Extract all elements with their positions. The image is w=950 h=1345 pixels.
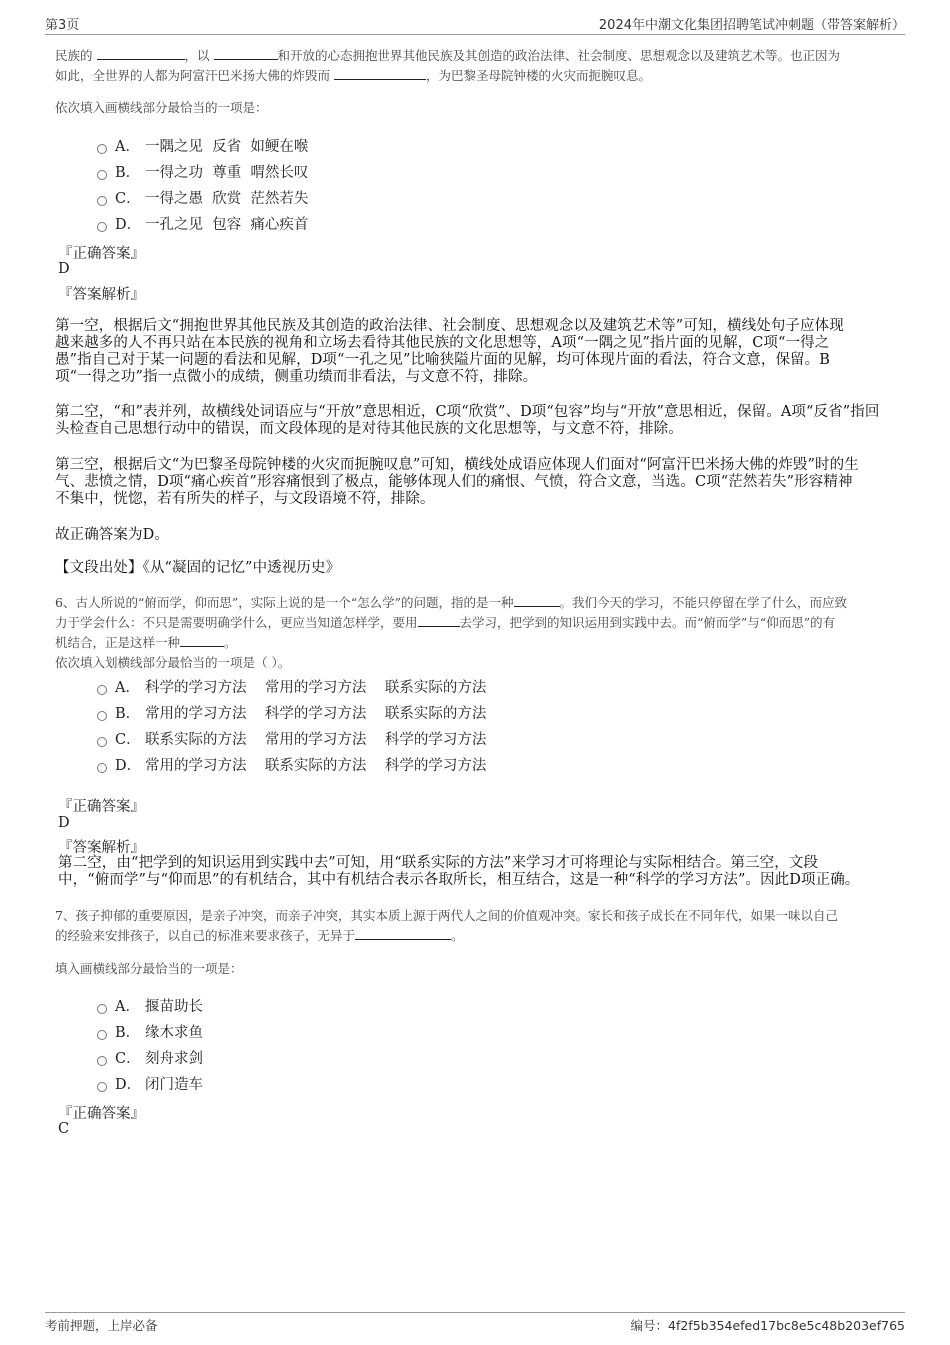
option-letter: A． (115, 998, 140, 1015)
q5-blank-2 (214, 46, 278, 60)
footer-slogan: 考前押题，上岸必备 (45, 1318, 158, 1333)
option-letter: A． (115, 679, 140, 696)
page-number: 第3页 (45, 18, 80, 33)
q5-stem-text: 民族的 (55, 48, 93, 63)
q6-stem (55, 593, 900, 673)
analysis-line: 第二空，“和”表并列，故横线处词语应与“开放”意思相近，C项“欣赏”、D项“包容”均与“开放”意思相近，保留。A项“反省”指回 (55, 404, 880, 420)
analysis-line: 第一空，根据后文“拥抱世界其他民族及其创造的政治法律、社会制度、思想观念以及建筑艺术等”可知，横线处句子应体现 (55, 318, 844, 334)
q7-stem-text: 的经验来安排孩子，以自己的标准来要求孩子，无异于 (55, 928, 356, 943)
q6-prompt: 依次填入划横线部分最恰当的一项是（ ）。 (55, 655, 291, 670)
radio-icon[interactable] (97, 1082, 107, 1092)
q6-answer-label: 『正确答案』 (58, 799, 145, 815)
analysis-line: 第三空，根据后文“为巴黎圣母院钟楼的火灾而扼腕叹息”可知，横线处成语应体现人们面对“阿富汗巴米扬大佛的炸毁”时的生 (55, 457, 859, 473)
q7-stem (55, 906, 900, 946)
q5-conclusion: 故正确答案为D。 (55, 527, 169, 543)
document-title: 2024年中潮文化集团招聘笔试冲刺题（带答案解析） (598, 18, 905, 33)
q6-blank-1 (514, 593, 560, 607)
q7-stem-text: 7、孩子抑郁的重要原因，是亲子冲突，而亲子冲突，其实本质上源于两代人之间的价值观冲突。家长和孩子成长在不同年代，如果一味以自己 (55, 908, 838, 923)
radio-icon[interactable] (97, 685, 107, 695)
q5-option-a[interactable] (97, 132, 308, 158)
q6-stem-text: 。 (224, 635, 237, 650)
footer-serial: 编号：4f2f5b354efed17bc8e5c48b203ef765 (630, 1318, 905, 1333)
q6-option-d[interactable] (97, 751, 486, 777)
option-text: 科学的学习方法 常用的学习方法 联系实际的方法 (145, 679, 487, 696)
option-letter: D． (115, 1076, 142, 1093)
q7-stem-text: 。 (451, 928, 464, 943)
analysis-line: 第二空，由“把学到的知识运用到实践中去”可知，用“联系实际的方法”来学习才可将理论与实际相结合。第三空，文段 (58, 855, 819, 871)
q5-analysis-p1 (55, 318, 900, 386)
radio-icon[interactable] (97, 170, 107, 180)
option-letter: C． (115, 190, 141, 207)
option-text: 闭门造车 (145, 1076, 203, 1093)
option-letter: B． (115, 1024, 141, 1041)
analysis-line: 越来越多的人不再只站在本民族的视角和立场去看待其他民族的文化思想等，A项“一隅之见”指片面的见解，C项“一得之 (55, 335, 830, 351)
analysis-line: 头检查自己思想行动中的错误，而文段体现的是对待其他民族的文化思想等，与文意不符，排除。 (55, 421, 683, 437)
option-text: 刻舟求剑 (145, 1050, 203, 1067)
q5-stem-text: 如此，全世界的人都为阿富汗巴米扬大佛的炸毁而 (55, 68, 331, 83)
q5-option-b[interactable] (97, 158, 308, 184)
q5-blank-1 (97, 46, 185, 60)
analysis-line: 不集中，恍惚，若有所失的样子，与文段语境不符，排除。 (55, 491, 435, 507)
q6-analysis (58, 855, 903, 889)
q5-answer: D (58, 261, 70, 277)
radio-icon[interactable] (97, 737, 107, 747)
analysis-line: 愚”指自己对于某一问题的看法和见解，D项“一孔之见”比喻狭隘片面的见解，均可体现片面的看法，符合文意，保留。B (55, 352, 831, 368)
q6-options (97, 673, 486, 777)
q6-stem-text: 去学习，把学到的知识运用到实践中去。而“俯而学”与“仰而思”的有 (459, 615, 836, 630)
option-text: 揠苗助长 (145, 998, 203, 1015)
q5-stem-text: ，以 (184, 48, 210, 63)
q7-blank (355, 926, 451, 940)
q6-blank-3 (180, 633, 224, 647)
option-letter: C． (115, 1050, 141, 1067)
option-letter: D． (115, 757, 142, 774)
option-letter: B． (115, 164, 141, 181)
q7-options (97, 992, 203, 1096)
q7-answer: C (58, 1121, 70, 1137)
q6-option-a[interactable] (97, 673, 486, 699)
page-header (45, 14, 905, 35)
q6-stem-text: 6、古人所说的“俯而学，仰而思”，实际上说的是一个“怎么学”的问题，指的是一种 (55, 595, 514, 610)
q5-prompt: 依次填入画横线部分最恰当的一项是： (55, 100, 268, 115)
q6-option-c[interactable] (97, 725, 486, 751)
radio-icon[interactable] (97, 1004, 107, 1014)
q5-option-d[interactable] (97, 210, 308, 236)
option-text: 常用的学习方法 联系实际的方法 科学的学习方法 (145, 757, 487, 774)
radio-icon[interactable] (97, 711, 107, 721)
option-text: 联系实际的方法 常用的学习方法 科学的学习方法 (145, 731, 487, 748)
option-text: 缘木求鱼 (145, 1024, 203, 1041)
option-text: 常用的学习方法 科学的学习方法 联系实际的方法 (145, 705, 487, 722)
q6-option-b[interactable] (97, 699, 486, 725)
analysis-line: 项“一得之功”指一点微小的成绩，侧重功绩而非看法，与文意不符，排除。 (55, 369, 538, 385)
q5-answer-label: 『正确答案』 (58, 246, 145, 262)
q5-options (97, 132, 308, 236)
radio-icon[interactable] (97, 144, 107, 154)
q5-blank-3 (334, 66, 426, 80)
q7-option-b[interactable] (97, 1018, 203, 1044)
option-text: 一得之愚 欣赏 茫然若失 (145, 190, 309, 207)
radio-icon[interactable] (97, 1030, 107, 1040)
option-text: 一孔之见 包容 痛心疾首 (145, 216, 309, 233)
q5-analysis-p3 (55, 457, 900, 508)
q6-analysis-label: 『答案解析』 (58, 840, 145, 856)
analysis-line: 中，“俯而学”与“仰而思”的有机结合，其中有机结合表示各取所长，相互结合，这是一种“科学的学习方法”。因此D项正确。 (58, 872, 860, 888)
q6-stem-text: 机结合，正是这样一种 (55, 635, 181, 650)
radio-icon[interactable] (97, 763, 107, 773)
q6-answer: D (58, 815, 70, 831)
option-letter: C． (115, 731, 141, 748)
q7-option-a[interactable] (97, 992, 203, 1018)
option-letter: B． (115, 705, 141, 722)
q5-option-c[interactable] (97, 184, 308, 210)
option-letter: A． (115, 138, 140, 155)
analysis-line: 气、悲愤之情，D项“痛心疾首”形容痛恨到了极点，能够体现人们的痛恨、气愤，符合文意，当选。C项“茫然若失”形容精神 (55, 474, 853, 490)
q7-option-d[interactable] (97, 1070, 203, 1096)
option-text: 一得之功 尊重 喟然长叹 (145, 164, 309, 181)
q5-analysis-p2 (55, 404, 900, 438)
option-letter: D． (115, 216, 142, 233)
q6-blank-2 (418, 613, 460, 627)
q5-stem-text: 和开放的心态拥抱世界其他民族及其创造的政治法律、社会制度、思想观念以及建筑艺术等。也正因为 (277, 48, 841, 63)
q6-stem-text: 。我们今天的学习，不能只停留在学了什么，而应致 (559, 595, 848, 610)
q5-stem-text: ，为巴黎圣母院钟楼的火灾而扼腕叹息。 (426, 68, 652, 83)
radio-icon[interactable] (97, 222, 107, 232)
q6-stem-text: 力于学会什么：不只是需要明确学什么，更应当知道怎样学，要用 (55, 615, 418, 630)
option-text: 一隅之见 反省 如鲠在喉 (145, 138, 309, 155)
q5-analysis-label: 『答案解析』 (58, 287, 145, 303)
q5-source: 【文段出处】《从“凝固的记忆”中透视历史》 (55, 560, 341, 576)
radio-icon[interactable] (97, 196, 107, 206)
q5-stem (55, 46, 900, 86)
q7-prompt: 填入画横线部分最恰当的一项是： (55, 961, 243, 976)
q7-option-c[interactable] (97, 1044, 203, 1070)
q7-answer-label: 『正确答案』 (58, 1106, 145, 1122)
radio-icon[interactable] (97, 1056, 107, 1066)
page-footer (45, 1312, 905, 1335)
